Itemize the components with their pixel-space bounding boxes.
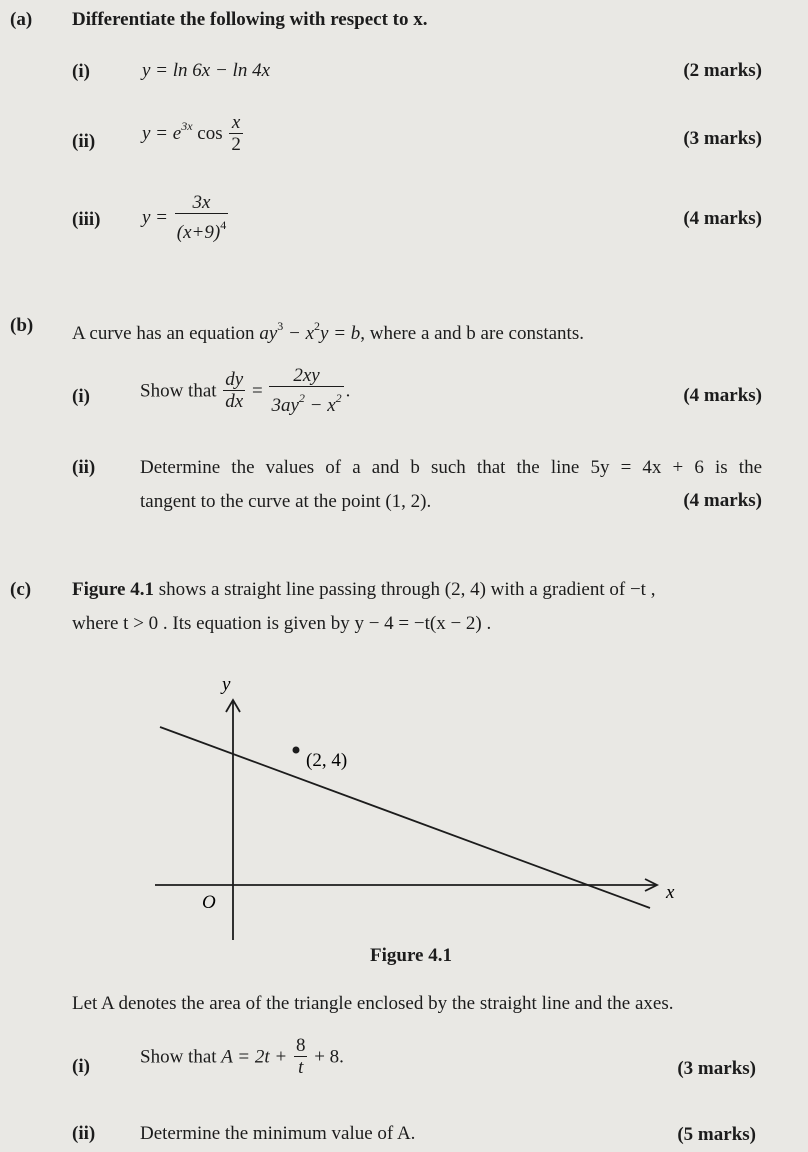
part-a-instruction: Differentiate the following with respect to x. xyxy=(72,9,428,30)
part-c-i-marks: (3 marks) xyxy=(677,1058,756,1079)
part-b-i-statement: Show that $\frac{dy}{dx}$ = $\frac{2xy}{3ay^2 - x^2}$ . xyxy=(140,365,351,416)
part-a-ii-label: (ii) xyxy=(72,131,96,152)
part-a-iii-label: (iii) xyxy=(72,209,101,230)
part-c-i-statement: Show that A = 2t + $\frac{8}{t}$ + 8. xyxy=(140,1035,344,1078)
part-b-ii-line-2: tangent to the curve at the point (1, 2). xyxy=(140,491,432,512)
figure-4-1-graph xyxy=(0,660,808,960)
part-a-iii-marks: (4 marks) xyxy=(683,208,762,229)
figure-caption: Figure 4.1 xyxy=(370,945,452,966)
part-b-i-label: (i) xyxy=(72,386,90,407)
part-b-ii-marks: (4 marks) xyxy=(683,490,762,511)
part-a-ii-marks: (3 marks) xyxy=(683,128,762,149)
part-c-line-1: Figure 4.1 shows a straight line passing through (2, 4) with a gradient of −t , xyxy=(72,579,656,600)
part-c-let-text: Let A denotes the area of the triangle enclosed by the straight line and the axes. xyxy=(72,993,674,1014)
part-c-ii-statement: Determine the minimum value of A. xyxy=(140,1123,416,1144)
part-c-label: (c) xyxy=(10,579,32,600)
part-a-i-expression: y = ln 6x − ln 4x xyxy=(142,60,270,81)
part-c-line-2: where t > 0 . Its equation is given by y − 4 = −t(x − 2) . xyxy=(72,613,492,634)
part-a-i-marks: (2 marks) xyxy=(683,60,762,81)
part-b-ii-label: (ii) xyxy=(72,457,96,478)
part-c-i-label: (i) xyxy=(72,1056,90,1077)
x-axis-label: x xyxy=(666,882,675,903)
part-b-i-marks: (4 marks) xyxy=(683,385,762,406)
part-b-label: (b) xyxy=(10,315,34,336)
part-c-ii-label: (ii) xyxy=(72,1123,96,1144)
part-b-intro: A curve has an equation $ay^3 - x^2y = b$, where a and b are constants. xyxy=(72,319,584,344)
y-axis-label: y xyxy=(222,674,231,695)
part-a-iii-expression: y = $\frac{3x}{(x+9)^4}$ xyxy=(142,192,227,243)
part-c-ii-marks: (5 marks) xyxy=(677,1124,756,1145)
origin-label: O xyxy=(202,892,216,913)
point-2-4-marker xyxy=(293,747,300,754)
part-a-label: (a) xyxy=(10,9,33,30)
part-a-i-label: (i) xyxy=(72,61,90,82)
part-b-ii-line-1: Determine the values of a and b such that the line 5y = 4x + 6 is the xyxy=(140,457,762,478)
point-label: (2, 4) xyxy=(306,750,348,771)
part-a-ii-expression: $y = e^{3x}$ cos $\frac{x}{2}$ xyxy=(142,112,241,155)
